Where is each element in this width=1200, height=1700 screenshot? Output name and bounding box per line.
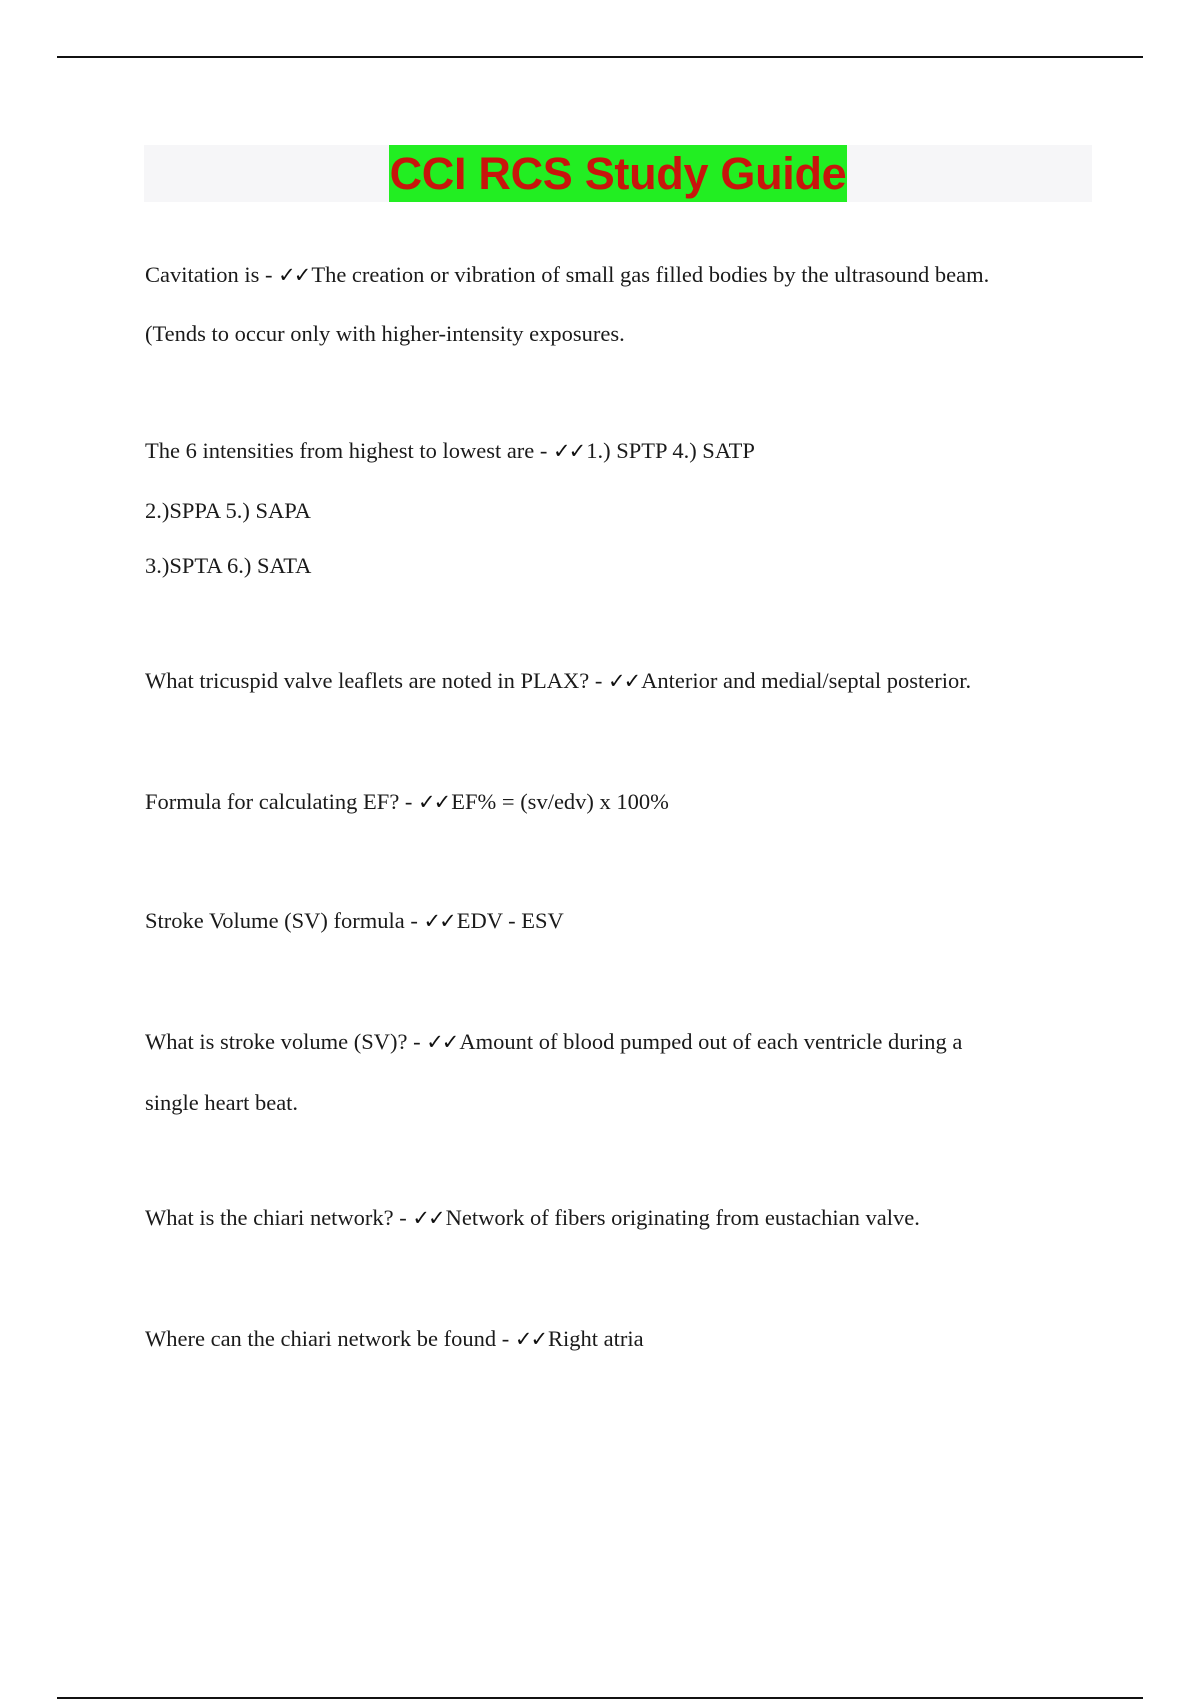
answer-text: The creation or vibration of small gas filled bodies by the ultrasound beam. — [311, 262, 990, 287]
question-text: Formula for calculating EF? - — [145, 789, 419, 814]
continuation-text: (Tends to occur only with higher-intensity exposures. — [145, 321, 625, 346]
bottom-rule — [57, 1697, 1143, 1699]
qa-line — [145, 666, 971, 696]
top-rule — [57, 56, 1143, 58]
answer-text: 1.) SPTP 4.) SATP — [586, 438, 755, 463]
question-text: The 6 intensities from highest to lowest are - — [145, 438, 554, 463]
question-text: Stroke Volume (SV) formula - — [145, 908, 424, 933]
continuation-line — [145, 319, 625, 349]
double-check-icon: ✓✓ — [418, 790, 450, 814]
question-text: What is stroke volume (SV)? - — [145, 1029, 427, 1054]
answer-text: Right atria — [548, 1326, 644, 1351]
double-check-icon: ✓✓ — [412, 1206, 444, 1230]
qa-line — [145, 1324, 644, 1354]
answer-text: EF% = (sv/edv) x 100% — [451, 789, 669, 814]
qa-line — [145, 260, 989, 290]
qa-line — [145, 1203, 920, 1233]
continuation-line — [145, 1088, 298, 1118]
answer-text: Amount of blood pumped out of each ventricle during a — [459, 1029, 963, 1054]
title-band — [144, 145, 1092, 202]
answer-text: Anterior and medial/septal posterior. — [641, 668, 972, 693]
question-text: Where can the chiari network be found - — [145, 1326, 515, 1351]
question-text: What is the chiari network? - — [145, 1205, 413, 1230]
question-text: What tricuspid valve leaflets are noted in PLAX? - — [145, 668, 608, 693]
continuation-text: 2.)SPPA 5.) SAPA — [145, 498, 311, 523]
continuation-text: 3.)SPTA 6.) SATA — [145, 553, 312, 578]
double-check-icon: ✓✓ — [426, 1030, 458, 1054]
double-check-icon: ✓✓ — [607, 669, 640, 693]
qa-line — [145, 436, 755, 466]
qa-line — [145, 906, 564, 936]
continuation-text: single heart beat. — [145, 1090, 299, 1115]
answer-text: EDV - ESV — [456, 908, 564, 933]
double-check-icon: ✓✓ — [514, 1327, 547, 1351]
double-check-icon: ✓✓ — [553, 439, 585, 463]
qa-line — [145, 1027, 962, 1057]
double-check-icon: ✓✓ — [423, 909, 455, 933]
continuation-line — [145, 496, 311, 526]
document-title: CCI RCS Study Guide — [389, 145, 848, 202]
continuation-line — [145, 551, 311, 581]
question-text: Cavitation is - — [145, 262, 279, 287]
qa-line — [145, 787, 669, 817]
double-check-icon: ✓✓ — [278, 263, 310, 287]
answer-text: Network of fibers originating from eustachian valve. — [445, 1205, 920, 1230]
